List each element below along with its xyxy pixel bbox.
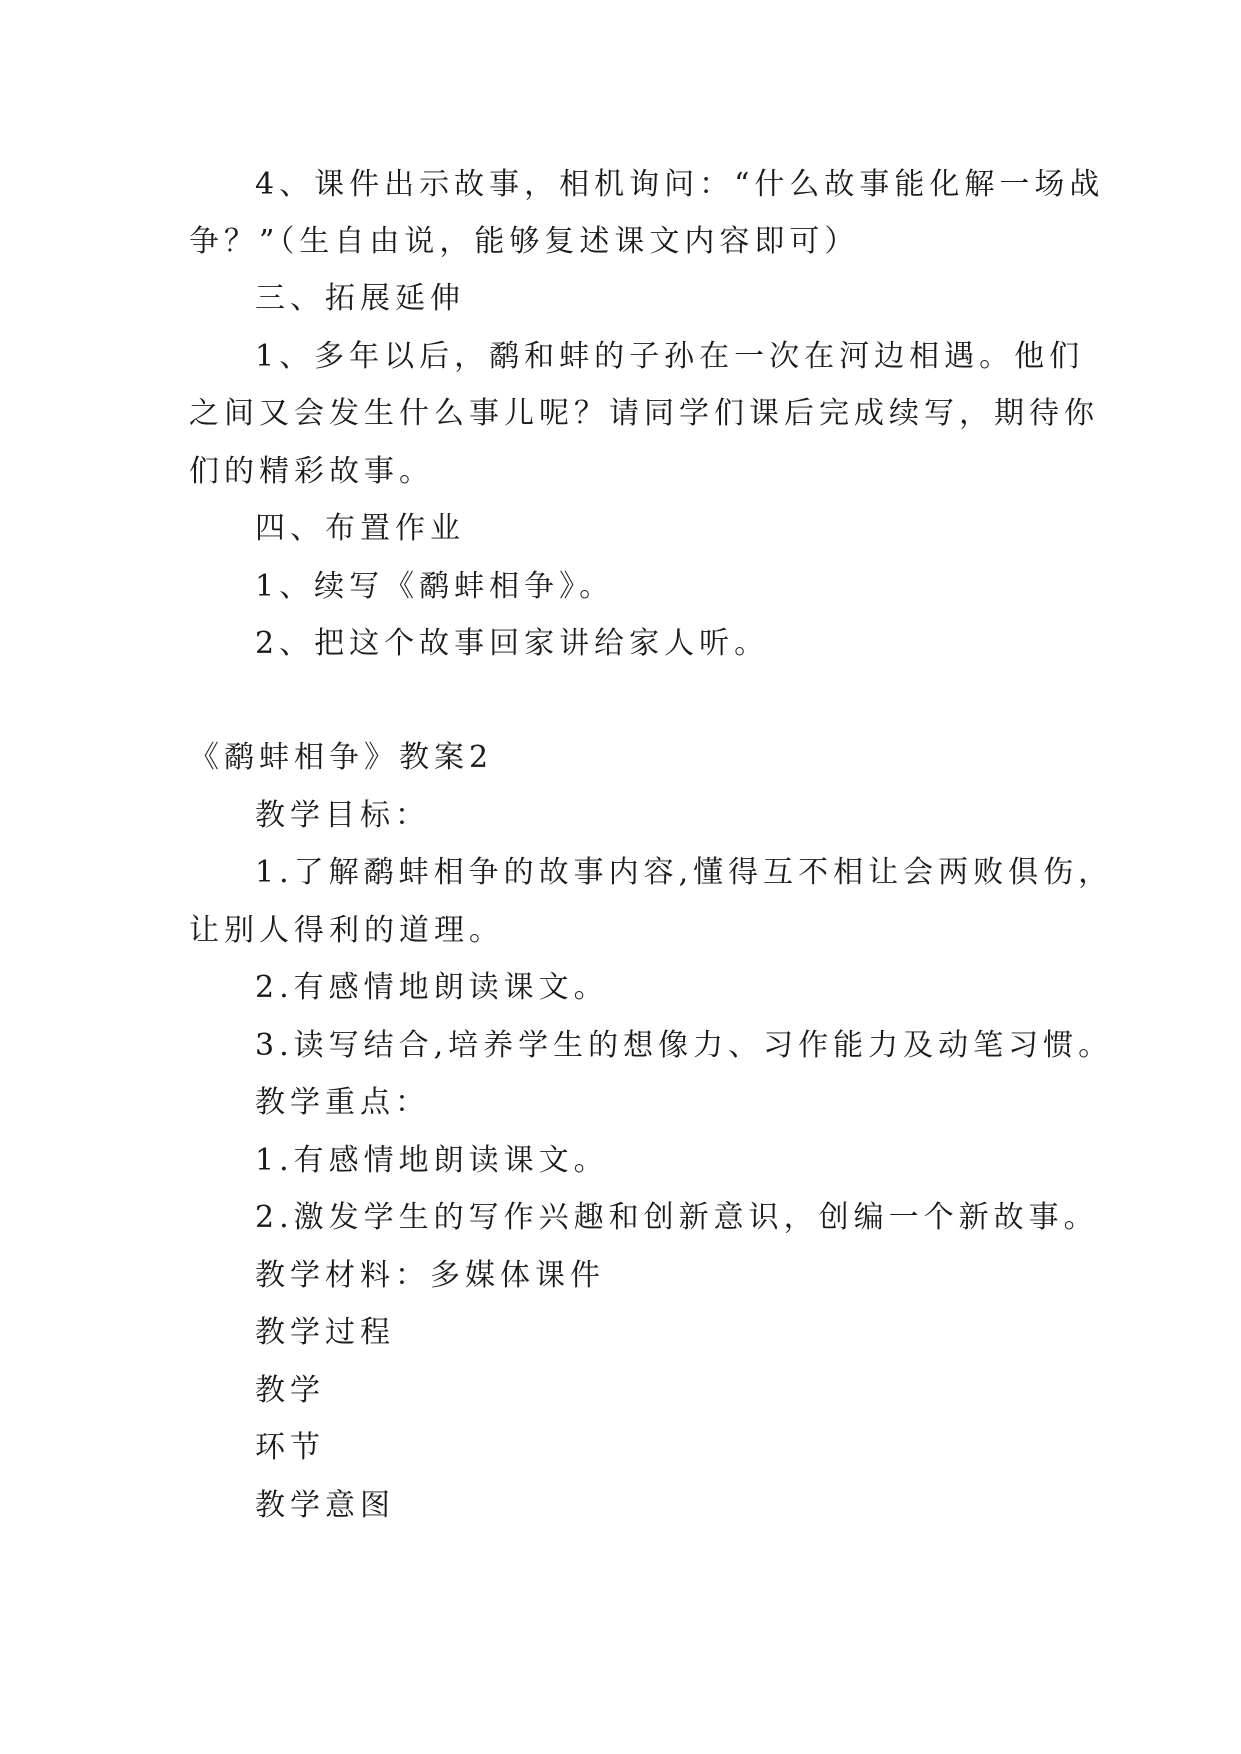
keypoint-1: 1.有感情地朗读课文。 bbox=[255, 1143, 609, 1178]
objectives-heading: 教学目标： bbox=[255, 798, 430, 833]
keypoints-heading: 教学重点： bbox=[255, 1085, 430, 1120]
item4-line1: 4、课件出示故事，相机询问：“什么故事能化解一场战 bbox=[255, 167, 1105, 202]
table-col-teaching: 教学 bbox=[255, 1373, 325, 1408]
materials-line: 教学材料：多媒体课件 bbox=[255, 1258, 605, 1293]
item4-line2: 争？”（生自由说，能够复述课文内容即可） bbox=[189, 224, 860, 259]
extend1-line2: 之间又会发生什么事儿呢？请同学们课后完成续写，期待你 bbox=[189, 396, 1099, 431]
heading-homework: 四、布置作业 bbox=[255, 511, 465, 546]
table-col-stage: 环节 bbox=[255, 1430, 325, 1465]
homework-item-2: 2、把这个故事回家讲给家人听。 bbox=[255, 626, 770, 661]
process-heading: 教学过程 bbox=[255, 1315, 395, 1350]
objective-1-line1: 1.了解鹬蚌相争的故事内容,懂得互不相让会两败俱伤， bbox=[255, 855, 1114, 890]
objective-1-line2: 让别人得利的道理。 bbox=[189, 913, 504, 948]
heading-extend: 三、拓展延伸 bbox=[255, 281, 465, 316]
objective-2: 2.有感情地朗读课文。 bbox=[255, 970, 609, 1005]
objective-3: 3.读写结合,培养学生的想像力、习作能力及动笔习惯。 bbox=[255, 1028, 1114, 1063]
section-title: 《鹬蚌相争》教案2 bbox=[189, 740, 494, 775]
table-col-intent: 教学意图 bbox=[255, 1488, 395, 1523]
extend1-line1: 1、多年以后，鹬和蚌的子孙在一次在河边相遇。他们 bbox=[255, 339, 1085, 374]
extend1-line3: 们的精彩故事。 bbox=[189, 454, 434, 489]
homework-item-1: 1、续写《鹬蚌相争》。 bbox=[255, 569, 615, 604]
keypoint-2: 2.激发学生的写作兴趣和创新意识，创编一个新故事。 bbox=[255, 1200, 1099, 1235]
